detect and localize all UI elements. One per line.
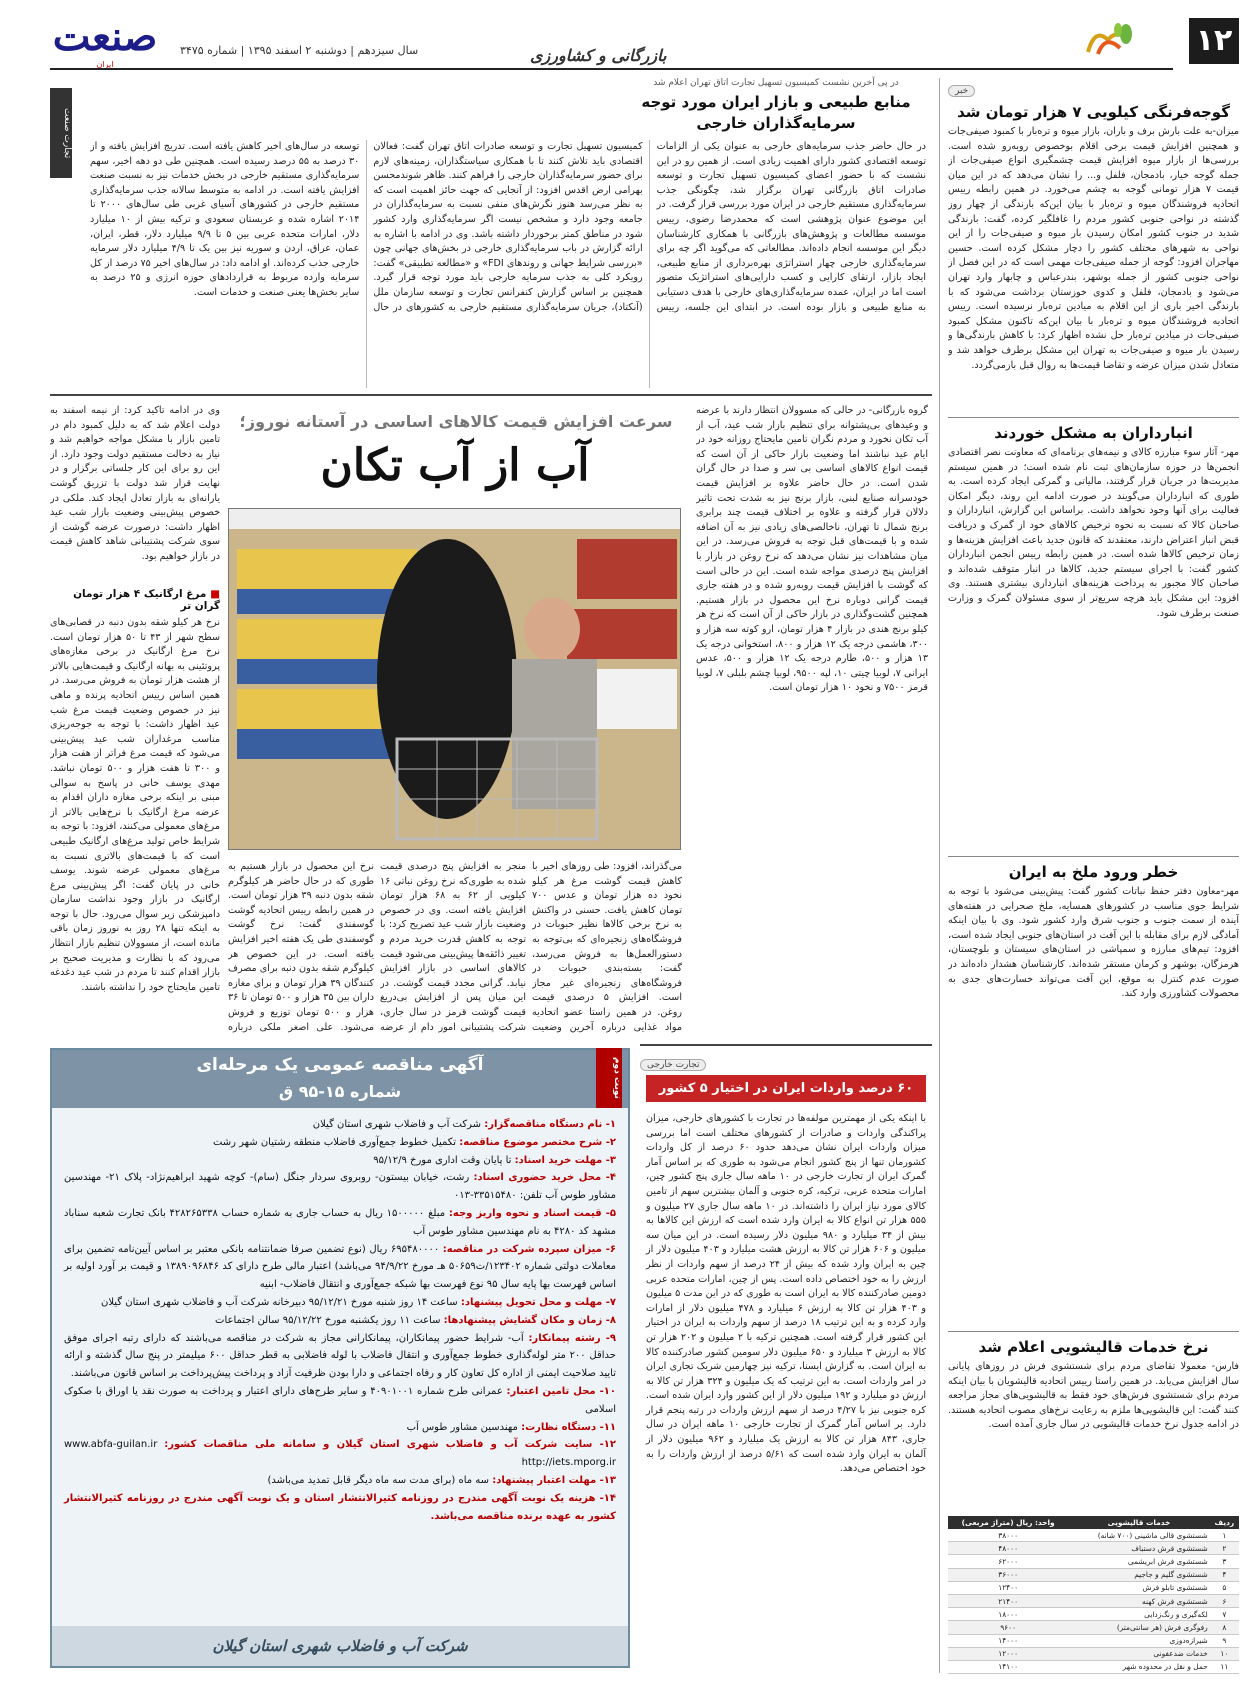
story-kicker: در پی آخرین نشست کمیسیون تسهیل تجارت اتاق تهران اعلام شد <box>653 78 899 88</box>
top-story <box>50 78 932 396</box>
story-title: ۶۰ درصد واردات ایران در اختیار ۵ کشور <box>646 1075 926 1102</box>
table-row: ۴ شستشوی گلیم و جاجیم ۳۶۰۰۰ <box>948 1568 1239 1581</box>
story-column-left <box>50 404 220 1034</box>
ad-item: ۲- شرح مختصر موضوع مناقصه: تکمیل خطوط جمع‌آوری فاضلاب منطقه رشتیان شهر رشت <box>212 1136 616 1148</box>
masthead-divider <box>50 68 1173 70</box>
ad-item: ۴- محل خرید حضوری اسناد: رشت، خیابان بیستون- روبروی سردار جنگل (سام)- کوچه شهید ابراهیم‌نژاد- پلاک ۲۱- مهندسین مشاور طوس آب تلفن: ۳۳۵۱۵۴۸۰-۰۱۳ <box>64 1172 617 1202</box>
table-row: ۱۱ حمل و نقل در محدوده شهر ۱۴۱۰۰ <box>948 1660 1239 1673</box>
story-body: فارس- معمولا تقاضای مردم برای شستشوی فرش در روزهای پایانی سال افزایش می‌یابد. در همین راستا رییس اتحادیه قالیشویان با بیان اینکه مردم برای شستشوی فرش‌های خود فقط به قالیشویی‌های مجاز مراجعه کنند گفت: این قالیشویی‌ها ملزم به رعایت نرخ‌های مصوب اتحادیه هستند. در ادامه جدول نرخ خدمات قالیشویی در سال جاری آمده است. <box>948 1361 1239 1431</box>
ad-item: ۱- نام دستگاه مناقصه‌گزار: شرکت آب و فاضلاب شهری استان گیلان <box>312 1119 616 1130</box>
story-body: مهر- آثار سوء مبارزه کالای و نیمه‌های برنامه‌ای که معاونت نصر اقتصادی انجمن‌ها در حوزه سازمان‌های ثبت نام شده است؛ در همین سیستم مدیریت‌ها در جریان قرار گرفتند، مالیاتی و گمرکی ایجاد کرده است. به طوری که انبارداران می‌گویند در صورت ادامه این روند، دیگر امکان فعالیت برای آنها وجود نخواهد داشت. براساس این گزارش، انبارداران و صاحبان کالا که نسبت به نحوه ترخیص کالاهای خود از گمرک و دریافت قبض انبار اعتراض دارند، معتقدند که قانون جدید باعث افزایش هزینه‌ها و زمان ترخیص کالاها شده است. در همین رابطه رییس انجمن انبارداران کشور گفت: با اجرای سیستم جدید، کالاها در انبار متوقف شده‌اند و صاحبان کالا مجبور به پرداخت هزینه‌های انبارداری بیشتری هستند. وی افزود: این مشکل باید هرچه سریع‌تر از سوی مسئولان گمرک و وزارت صنعت برطرف شود. <box>948 447 1239 619</box>
supermarket-photo-icon <box>228 509 680 850</box>
imports-story <box>640 1044 932 1674</box>
divider <box>948 1331 1239 1332</box>
ad-body <box>52 1108 628 1533</box>
vertical-tag: تجارت صنعت <box>50 88 72 178</box>
logo-subtitle: ایران <box>96 60 114 69</box>
newspaper-logo: صنعت <box>52 13 158 60</box>
table-header: خدمات قالیشویی <box>1068 1516 1209 1529</box>
section-title: بازرگانی و کشاورزی <box>530 46 667 65</box>
ad-item: ۶- میزان سپرده شرکت در مناقصه: ۶۹۵۴۸۰۰۰۰ ریال (نوع تضمین صرفا ضمانتنامه بانکی معتبر بر اساس آیین‌نامه تضمین برای معاملات دولتی شماره ۱۲۳۴۰۲/ت۵۰۶۵۹ هـ مورخ ۹۴/۹/۲۲ می‌باشد) اعتبار مالی طرح دارای کد ۱۳۸۹۰۹۶۸۴۶ و قیمت بر آورد اولیه بر اساس فهرست بها پایه سال ۹۵ نوع فهرست بها شبکه جمع‌آوری و انتقال فاضلاب- ابنیه <box>64 1243 616 1291</box>
page-number: ۱۲ <box>1189 18 1239 64</box>
story-title: گوجه‌فرنگی کیلویی ۷ هزار تومان شد <box>957 103 1230 121</box>
table-row: ۷ لکه‌گیری و رنگ‌زدایی ۱۸۰۰۰ <box>948 1608 1239 1621</box>
divider <box>948 417 1239 418</box>
divider <box>948 856 1239 857</box>
story-column: می‌گذراند، افزود: طی روزهای اخیر با کاهش قیمت گوشت مرغ هر کیلو نخود ده هزار تومان و عدس ۷۰۰ تومان کاهش یافت. حسنی در واکنش به نرخ برخی کالاها نظیر حبوبات در فروشگاه‌های زنجیره‌ای که بی‌توجه به دستورالعمل‌ها به فروش می‌رسد، گفت: بسته‌بندی حبوبات در فروشگاه‌های زنجیره‌ای غیر مجاز است. افزایش ۵ درصدی قیمت روغن. در همین راستا عضو اتحادیه مواد غذایی درباره آخرین وضعیت <box>532 861 682 1033</box>
table-row: ۸ رفوگری فرش (هر سانتی‌متر) ۹۶۰۰ <box>948 1621 1239 1634</box>
ad-item: ۸- زمان و مکان گشایش پیشنهادها: ساعت ۱۱ روز یکشنبه مورخ ۹۵/۱۲/۲۲ سالن اجتماعات <box>215 1314 616 1326</box>
story-body: میزان-به علت بارش برف و باران، بازار میوه و تره‌بار با کمبود صیفی‌جات و همچنین افزایش قیمت برخی اقلام بوخصوص روبه‌رو شده است. بررسی‌ها از بازار میوه افزایش قیمت چشمگیری انواع صیفی‌جات از جمله گوجه خیار، بادمجان، فلفل و... را نشان می‌دهد که در این میان قیمت ۷ هزار تومانی گوجه به چشم می‌خورد. در همین رابطه رییس اتحادیه فروشندگان میوه و تره‌بار با بیان این‌که بارندگی از چهار روز گذشته در نواحی جنوبی کشور مردم را غافلگیر کرده، گفت: بارندگی شدید در جنوب کشور امکان رسیدن بار میوه و صیفی‌جات را از این نواحی به شهرهای مختلف کشور را دچار مشکل کرده است. حسین مهاجران افزود: گوجه از جمله صیفی‌جات مهمی است که در این فصل از نواحی جنوبی کشور از جمله بوشهر، بندرعباس و چابهار وارد تهران می‌شود و بادمجان، فلفل و کدوی خوزستان برداشت می‌شود که با بارندگی اخیر باری از این اقلام به میادین تره‌بار نرسیده است. رییس اتحادیه فروشندگان میوه و تره‌بار با بیان این‌که تاکنون مشکل کمبود صیفی‌جات در میادین تره‌بار حل نشده اظهار کرد: با کاهش بارندگی‌ها و رسیدن بار میوه و صیفی‌جات به تهران این مشکل برطرف خواهد شد و متعادل شدن میزان عرضه و تقاضا قیمت‌ها به روال قبل بازمی‌گردد. <box>948 126 1239 371</box>
story-title: انبارداران به مشکل خوردند <box>994 424 1193 442</box>
ad-item: ۱۱- دستگاه نظارت: مهندسین مشاور طوس آب <box>406 1421 616 1433</box>
story-header <box>626 78 926 134</box>
ad-item: ۵- قیمت اسناد و نحوه واریز وجه: مبلغ ۱۵۰۰۰۰۰ ریال به حساب جاری به شماره حساب ۴۲۸۲۶۵۳۳۸ بانک تجارت شعبه سناباد مشهد کد ۴۲۸۰ به نام مهندسین مشاور طوس آب <box>64 1207 617 1237</box>
table-header: واحد: ریال (متراژ مربعی) <box>948 1516 1068 1529</box>
main-kicker: سرعت افزایش قیمت کالاهای اساسی در آستانه نوروز؛ <box>239 412 673 431</box>
table-row: ۱۰ خدمات ضدعفونی ۱۲۰۰۰ <box>948 1647 1239 1660</box>
ad-item: ۱۴- هزینه یک نوبت آگهی مندرج در روزنامه کثیرالانتشار استان و یک نوبت آگهی مندرج در روزنامه کثیرالانتشار کشور به عهده برنده مناقصه می‌باشد. <box>64 1492 616 1522</box>
news-tag: خبر <box>948 85 975 97</box>
story-column: گروه بازرگانی- در حالی که مسوولان انتظار دارند با عرضه و وعیدهای بی‌پشتوانه برای تنظیم بازار شب عید، آب از آب تکان نخورد و مردم نگران تامین مایحتاج روزانه خود در ایام عید نباشند اما وضعیت بازار حاکی از آن است که قیمت انواع کالاهای اساسی بی سر و صدا در حال گران شدن است. در حال حاضر علاوه بر افزایش قیمت خودسرانه صنایع لبنی، بازار برنج نیز به شدت تحت تاثیر دلالان قرار گرفته و علاوه بر اختلاف قیمت چند برابری برنج شمال تا تهران، ناخالصی‌های زیادی نیز به آن اضافه شده و با قیمت‌های قبل توجه به فروش می‌رسد. در این میان مشاهدات نیز نشان می‌دهد که نرخ روغن در بازار با افزایش پنج درصدی مواجه شده است. این در حالی است که گوشت با افزایش قیمت روبه‌رو شده و در هفته جاری قیمت گرانی دوباره نرخ این محصول در بازار هستیم. همچنین گشت‌وگذاری در بازار حاکی از آن است که نرخ هر کیلو برنج هندی در بازار ۴ هزار تومان، ارو کوته سه هزار و ۳۰۰، هاشمی درجه یک ۱۲ هزار و ۸۰۰، استخوانی درجه یک ۱۳ هزار و ۵۰۰، طارم درجه یک ۱۲ هزار و ۵۰۰، عدس ایرانی ۷، لوبیا چیتی ۱۰، لپه ۹۵۰۰، لوبیا چشم بلبلی ۷، لوبیا قرمز ۷۵۰۰ و نخود ۱۰ هزار تومان است. <box>696 405 929 694</box>
ad-item: ۱۰- محل تامین اعتبار: عمرانی طرح شماره ۴۰۹۰۱۰۰۱ و سایر طرح‌های دارای اعتبار و پرداخت به صورت نقد یا اوراق با صکوک اسلامی <box>64 1385 617 1415</box>
right-column <box>939 78 1239 1673</box>
table-row: ۵ شستشوی تابلو فرش ۱۲۴۰۰ <box>948 1581 1239 1594</box>
table-header: ردیف <box>1210 1516 1239 1529</box>
ad-item: ۱۳- مهلت اعتبار پیشنهاد: سه ماه (برای مدت سه ماه دیگر قابل تمدید می‌باشد) <box>267 1474 616 1486</box>
ad-item: ۹- رشته پیمانکار: آب- شرایط حضور پیمانکاران، پیمانکارانی مجاز به شرکت در مناقصه می‌باشند که دارای رتبه اجرای موفق حداقل ۲۰۰ متر لوله‌گذاری خطوط جمع‌آوری و انتقال فاضلاب با لوله فاضلابی به قطر حداقل ۶۰۰ میلیمتر در پنج سال گذشته و ارائه تایید صلاحیت ایمنی از اداره کل تعاون کار و رفاه اجتماعی و دارا بودن ظرفیت آزاد و پرداخت پیش‌پرداخت بر اساس قانون می‌باشند. <box>64 1332 616 1380</box>
handshake-logo-icon <box>1080 22 1140 62</box>
main-headline: آب از آب تکان <box>320 440 590 491</box>
table-row: ۱ شستشوی قالی ماشینی (۷۰۰ شانه) ۳۸۰۰۰ <box>948 1529 1239 1542</box>
ad-badge: نوبت دوم <box>596 1048 622 1108</box>
ad-item: ۳- مهلت خرید اسناد: تا پایان وقت اداری مورخ ۹۵/۱۲/۹ <box>373 1154 616 1166</box>
table-row: ۹ شیرازه‌دوزی ۱۴۰۰۰ <box>948 1634 1239 1647</box>
ad-item: ۷- مهلت و محل تحویل پیشنهاد: ساعت ۱۴ روز شنبه مورخ ۹۵/۱۲/۲۱ دبیرخانه شرکت آب و فاضلاب شهری استان گیلان <box>100 1296 616 1308</box>
table-row: ۳ شستشوی فرش ابریشمی ۶۲۰۰۰ <box>948 1555 1239 1568</box>
story-title: منابع طبیعی و بازار ایران مورد توجه سرمایه‌گذاران خارجی <box>641 93 911 132</box>
price-table <box>948 1516 1239 1674</box>
story-body: در حال حاضر جذب سرمایه‌های خارجی به عنوان یکی از الزامات توسعه اقتصادی کشور دارای اهمیت زیادی است. از همین رو در این نشست که با حضور اعضای کمیسیون تسهیل تجارت و توسعه صادرات اتاق بازرگانی تهران برگزار شد، چگونگی جذب سرمایه‌گذاری مستقیم خارجی در ایران مورد بررسی قرار گرفت. در این موضوع عنوان پژوهشی است که محمدرضا رضوی، رییس موسسه مطالعات و پژوهش‌های بازرگانی با همکاری کارشناسان دیگر این موسسه انجام داده‌اند. مطالعاتی که می‌گوید اگر چه برای سرمایه‌گذاری خارجی چهار استراتژی بهره‌برداری از منابع طبیعی، ایجاد بازار، ارتقای کارایی و کسب دارایی‌های استراتژیک متصور است اما در ایران، عمده سرمایه‌گذاری‌های خارجی با هدف دستیابی به منابع طبیعی و بازار بوده است. در ابتدای این جلسه، رییس کمیسیون تسهیل تجارت و توسعه صادرات اتاق تهران گفت: فعالان اقتصادی باید تلاش کنند تا با همکاری سیاستگذاران، زمینه‌های لازم برای حضور سرمایه‌گذاران خارجی را فراهم کنند. ظاهر شوندمحسن بهرامی ارض اقدس افزود: از آنجایی که جهت حائز اهمیت است که به نظر می‌رسد هنوز نگرش‌های منفی نسبت به سرمایه‌گذاران در جامعه وجود دارد و مشخص نیست اگر سرمایه‌گذاری وارد کشور شود در مناطق کمتر برخوردار داشته باشد. وی در ادامه با اشاره به ارائه گزارش در باب سرمایه‌گذاری خارجی در بخش‌های جهانی چون «بررسی شرایط جهانی و روندهای FDI» و «مطالعه تطبیقی» گفت: رویکرد کلی به جذب سرمایه خارجی باید مورد توجه قرار گیرد. همچنین بر اساس گزارش کنفرانس تجارت و توسعه سازمان ملل (آنکتاد)، جریان سرمایه‌گذاری مستقیم خارجی به کشورهای در حال توسعه در سال‌های اخیر کاهش یافته است. تدریج افزایش یافته و از ۳۰ درصد به ۵۵ درصد رسیده است. همچنین طی دو دهه اخیر، سهم سرمایه‌گذاری مستقیم خارجی در بخش خدمات نیز به نسبت صنعت افزایش یافته است. در ادامه به متوسط سالانه جذب سرمایه‌گذاری مستقیم خارجی در کشورهای آسیای غربی طی سال‌های ۲۰۰۰ تا ۲۰۱۴ اشاره شده و عربستان سعودی و ترکیه بیش از ۱۰ میلیارد دلار، امارات متحده عربی بین ۵ تا ۹/۹ میلیارد دلار، قطر، ایران، عمان، عراق، اردن و سوریه نیز بین یک تا ۴/۹ میلیارد دلار سرمایه خارجی جذب کرده‌اند. او ادامه داد: در سال‌های اخیر ۷۵ درصد از کل سرمایه وارده مربوط به قراردادهای حوزه انرژی و ۲۵ درصد به سایر بخش‌ها یعنی صنعت و خدمات است. <box>90 141 926 313</box>
story-column: نرخ این محصول در بازار هستیم به طوری که در حال حاضر هر کیلوگرم شقه بدون دنبه ۳۹ هزار تومان است. در همین رابطه رییس اتحادیه گوشت گوسفندی گفت: نرخ گوشت گوسفندی طی یک هفته اخیر افزایش یافته است. در این خصوص هر کیلوگرم شقه بدون دنبه برای مصرف کنندگان ۳۹ هزار تومان و برای مغازه داران بین ۳۵ هزار و ۵۰۰ تومان تا ۳۶ هزار و ۵۰۰ تومان توزیع و فروش می‌شود. علی اصغر ملکی درباره <box>228 861 374 1033</box>
story-text: نرخ هر کیلو شقه بدون دنبه در قصابی‌های سطح شهر از ۴۳ تا ۵۰ هزار تومان است. نرخ مرغ ارگانیک در برخی مغازه‌های پروتئینی به بهانه ارگانیک و قیمت‌هایی بالاتر از هشت هزار تومان به فروش می‌رسد. در همین اساس رییس اتحادیه پرنده و ماهی نیز در خصوص وضعیت قیمت مرغ شب عید اظهار داشت: با توجه به جوجه‌ریزی مناسب مرغداران شب عید پیش‌بینی می‌شود که قیمت مرغ فراتر از هفت هزار و ۳۰۰ تا هفت هزار و ۵۰۰ تومان نباشد. مهدی یوسف خانی در پاسخ به سوالی مبنی بر اینکه برخی مغازه داران اقدام به عرضه مرغ ارگانیک با نرخ‌هایی بالاتر از مرغ‌های معمولی می‌کنند، افزود: با توجه به شرایط خاص تولید مرغ‌های ارگانیک طبیعی است که با قیمت‌های بالاتری نسبت به مرغ‌های معمولی عرضه شوند. یوسف خانی در پایان گفت: اگر پیش‌بینی مرغ ارگانیک در بازار وجود نداشت سازمان دامپزشکی زیر سوال می‌رود. حال با توجه به اینکه تنها ۲۸ روز به نوروز زمان باقی مانده است، از مسوولان تنظیم بازار انتظار می‌رود که با نظارت و مدیریت صحیح بر بازار اقدام کنند تا مردم در شب عید دغدغه تامین مایحتاج خود را نداشته باشند. <box>50 617 220 993</box>
tender-advertisement <box>50 1048 630 1668</box>
story-column: منجر به افزایش پنج درصدی قیمت شده به طوری‌که نرخ روغن نباتی ۱۶ کیلویی از ۶۲ به ۶۸ هزار تومان افزایش یافته است. وی در خصوص وضعیت بازار شب عید تصریح کرد: با توجه به کاهش قدرت خرید مردم و تغییر ذائقه‌ها پیش‌بینی می‌شود قیمت کالاهای اساسی در بازار افزایش نیابد. گرانی مجدد قیمت گوشت. در این میان پس از افزایش بی‌دریغ قیمت گوشت قرمز در سال جاری، شرکت پشتیبانی امور دام از عرضه <box>380 861 526 1033</box>
main-photo <box>228 508 681 850</box>
ad-title: آگهی مناقصه عمومی یک مرحله‌ای <box>52 1050 628 1080</box>
story-body: مهر-معاون دفتر حفظ نباتات کشور گفت: پیش‌بینی می‌شود با توجه به شرایط جوی مناسب در کشورهای همسایه، ملخ صحرایی در هفته‌های آینده از سمت جنوب و جنوب شرق وارد کشور شود. وی با بیان اینکه آمادگی لازم برای مقابله با این آفت در استان‌های جنوبی ایجاد شده است، افزود: تیم‌های مبارزه و سمپاشی در استان‌های سیستان و بلوچستان، هرمزگان، بوشهر و کرمان مستقر شده‌اند. کارشناسان هشدار داده‌اند در صورت عدم کنترل به موقع، این آفت می‌تواند خسارت‌های جدی به محصولات کشاورزی وارد کند. <box>948 886 1239 1000</box>
ad-footer: شرکت آب و فاضلاب شهری استان گیلان <box>52 1626 628 1666</box>
news-tag: تجارت خارجی <box>640 1059 706 1071</box>
story-title: نرخ خدمات قالیشویی اعلام شد <box>978 1338 1209 1356</box>
story-subhead: ■ مرغ ارگانیک ۴ هزار تومان گران تر <box>73 588 220 612</box>
issue-line: سال سیزدهم | دوشنبه ۲ اسفند ۱۳۹۵ | شماره ۳۴۷۵ <box>180 44 419 57</box>
story-title: خطر ورود ملخ به ایران <box>1008 863 1179 881</box>
bullet-icon: ■ <box>206 588 220 600</box>
story-body: با اینکه یکی از مهمترین مولفه‌ها در تجارت با کشورهای خارجی، میزان پراکندگی واردات و صادرات از کشورهای مختلف است اما بررسی میزان واردات ایران نشان می‌دهد حدود ۶۰ درصد از کل واردات کشورمان تنها از پنج کشور انجام می‌شود به طوری که بر اساس آمار گمرک ایران از تجارت خارجی در ۱۰ ماهه سال جاری پنج کشور چین، امارات متحده عربی، ترکیه، کره جنوبی و آلمان بیشترین سهم از تامین کالای مورد نیاز ایران را داشته‌اند. در ۱۰ ماهه سال جاری ۲۷ میلیون و ۵۵۵ هزار تن انواع کالا به ایران وارد شده است که ارزش این کالاها به بیش از ۳۴ میلیارد و ۹۸۰ میلیون دلار رسیده است. در این میان سه میلیون و ۶۰۶ هزار تن کالا به ارزش هشت میلیارد و ۴۰۳ میلیون دلار از چین به ایران وارد شده که بیش از ۲۴ درصد از سهم واردات از نظر ارزش را به خود اختصاص داده است. پس از چین، امارات متحده عربی دومین صادرکننده کالا به ایران است به طوری که در این مدت ۵ میلیون و ۴۰۳ هزار تن کالا به ارزش ۶ میلیارد و ۴۷۸ میلیون دلار از امارات وارد کرده و به این ترتیب ۱۸ درصد از سهم واردات به ایران در اختیار این کشور قرار گرفته است. همچنین ترکیه با ۲ میلیون و ۲۰۲ هزار تن کالا به ارزش ۳ میلیارد و ۶۵۰ میلیون دلار سومین کشور صادرکننده کالا به ایران است. به گزارش ایسنا، ترکیه نیز چهارمین شریک تجاری ایران در امر واردات است. به این ترتیب که یک میلیون و ۳۲۴ هزار تن کالا به ارزش دو میلیارد و ۱۹۲ میلیون دلار از این کشور وارد ایران شده است. کره جنوبی نیز با ۴/۲۷ درصد از سهم ارزش واردات در رتبه پنجم قرار دارد. بر اساس آمار گمرک از تجارت خارجی ۱۰ ماهه ایران در سال جاری، ۸۴۳ هزار تن کالا به ارزش یک میلیارد و ۹۶۲ میلیون دلار از آلمان به ایران وارد شده است که ۵/۶۱ درصد از ارزش واردات را به خود اختصاص می‌دهد. <box>646 1113 927 1475</box>
table-row: ۶ شستشوی فرش کهنه ۲۱۴۰۰ <box>948 1594 1239 1607</box>
story-text: وی در ادامه تاکید کرد: از نیمه اسفند به دولت اعلام شد که به دلیل کمبود دام در تامین بازار با مشکل مواجه خواهیم شد و نیاز به دخالت مستقیم دولت وجود دارد. از این رو برای این کار جلساتی برگزار و در نهایت قرار شد دولت با تزریق گوشت یارانه‌ای به بازار تعادل ایجاد کند. ملکی در خصوص پیش‌بینی وضعیت بازار شب عید اظهار داشت: درصورت عرضه گوشت از سوی شرکت پشتیبانی شاهد کاهش قیمت در بازار خواهیم بود. <box>50 405 220 562</box>
table-row: ۲ شستشوی فرش دستباف ۴۸۰۰۰ <box>948 1542 1239 1555</box>
ad-number: شماره ۱۵-۹۵ ق <box>52 1080 628 1108</box>
ad-item: ۱۲- سایت شرکت آب و فاضلاب شهری استان گیلان و سامانه ملی مناقصات کشور: www.abfa-guilan.ir http://iets.mporg.ir <box>64 1439 616 1469</box>
